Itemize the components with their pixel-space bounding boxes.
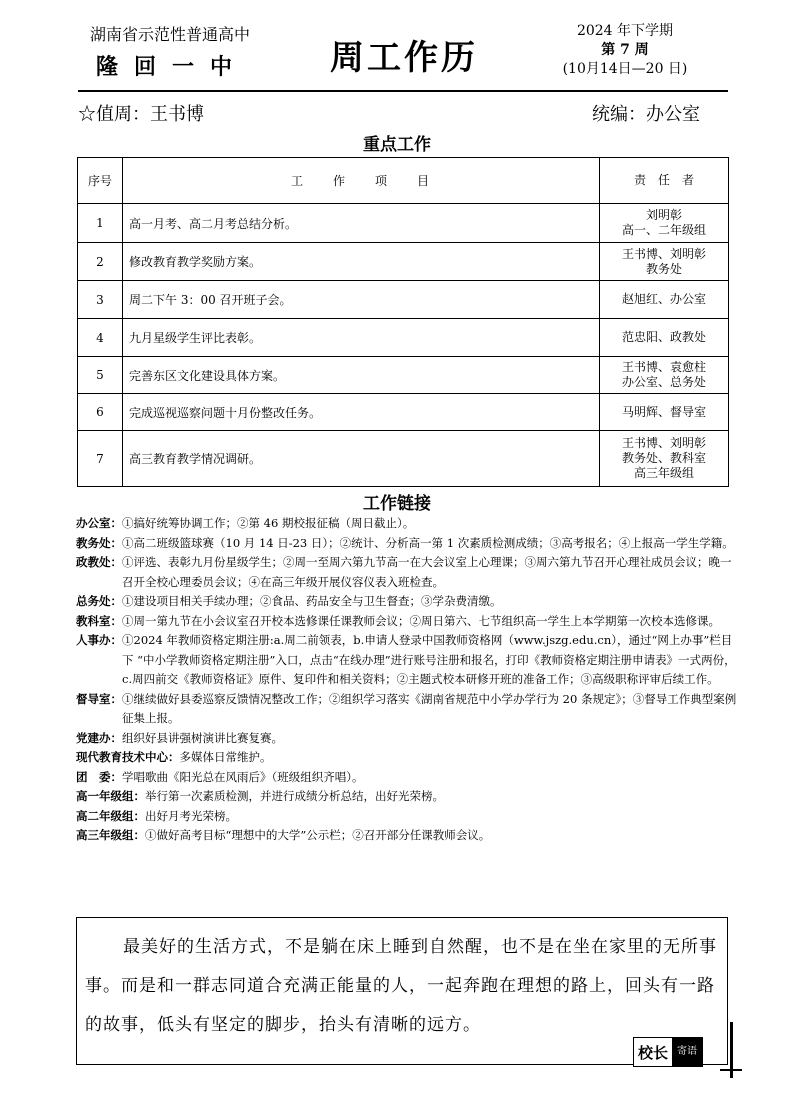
owner-line: 教务处、教科室 [621,451,706,465]
work-item: 完成巡视巡察问题十月份整改任务。 [123,394,600,431]
badge-label: 校长 [638,1043,669,1062]
link-dept: 高一年级组： [76,789,145,803]
link-dept: 现代教育技术中心： [76,750,180,764]
owner-line: 范忠阳、政教处 [621,330,706,344]
link-dept: 党建办： [76,730,122,745]
term-label: 2024 年下学期 [576,23,674,39]
link-item [76,690,740,729]
table-row [78,394,729,431]
link-dept: 办公室： [76,516,122,530]
link-item [76,826,740,846]
owner-line: 办公室、总务处 [621,375,706,389]
work-links-list [76,514,740,846]
link-text: ①高二班级篮球赛（10 月 14 日-23 日）；②统计、分析高一第 1 次素质检测成绩；③高考报名；④上报高一学生学籍。 [122,535,734,550]
link-item [76,748,740,768]
responsible-person [600,431,729,487]
school-name: 隆回一中 [96,55,249,80]
owner-line: 赵旭红、办公室 [621,292,706,306]
link-item [76,514,740,534]
work-item: 修改教育教学奖励方案。 [123,243,600,281]
principal-message: 最美好的生活方式，不是躺在床上睡到自然醒，也不是在坐在家里的无所事事。而是和一群志同道合充满正能量的人，一起奔跑在理想的路上，回头有一路的故事，低头有坚定的脚步，抬头有清晰的远方。 [85,937,717,1035]
link-dept: 教务处： [76,535,122,550]
row-number: 1 [78,204,123,243]
owner-line: 高三年级组 [633,466,694,480]
work-item: 完善东区文化建设具体方案。 [123,357,600,394]
owner-line: 王书博、袁愈柱 [621,360,706,374]
badge-tag: 寄语 [672,1038,702,1066]
link-dept: 教科室： [76,613,122,628]
editor-label: 统编：办公室 [592,104,700,125]
header-divider [78,90,728,92]
work-item: 高三教育教学情况调研。 [123,431,600,487]
owner-line: 马明辉、督导室 [621,404,706,419]
link-item [76,807,740,827]
link-text: ①继续做好县委巡察反馈情况整改工作；②组织学习落实《湖南省规范中小学办学行为 20 条规定》；③督导工作典型案例征集上报。 [122,691,737,725]
link-text: 组织好县讲强树演讲比赛复赛。 [122,730,283,745]
link-item [76,553,740,592]
work-item: 九月星级学生评比表彰。 [123,319,600,357]
school-designation: 湖南省示范性普通高中 [90,25,251,44]
responsible-person [600,243,729,281]
work-links-heading: 工作链接 [363,494,431,514]
link-item [76,729,740,749]
link-dept: 政教处： [76,555,122,569]
responsible-person [600,357,729,394]
owner-line: 王书博、刘明彰 [621,246,706,261]
work-item: 高一月考、高二月考总结分析。 [123,204,600,243]
link-dept: 人事办： [76,633,122,647]
link-text: 学唱歌曲《阳光总在风雨后》（班级组织齐唱）。 [122,769,364,784]
term-info [560,22,690,79]
responsible-person [600,204,729,243]
table-header-row [78,158,729,204]
owner-line: 刘明彰 [645,208,682,222]
owner-line: 王书博、刘明彰 [621,436,706,450]
row-number: 3 [78,281,123,319]
table-row [78,243,729,281]
link-dept: 高三年级组： [76,828,145,842]
corner-mark-horizontal [720,1069,742,1071]
table-row [78,357,729,394]
page-title: 周工作历 [330,38,478,78]
link-text: ①周一第九节在小会议室召开校本选修课任课教师会议；②周日第六、七节组织高一学生上本学期第一次校本选修课。 [122,613,720,628]
link-item [76,534,740,554]
link-text: 多媒体日常维护。 [179,750,272,764]
principal-message-box [76,917,728,1065]
row-number: 7 [78,431,123,487]
row-number: 6 [78,394,123,431]
link-text: ①建设项目相关手续办理；②食品、药品安全与卫生督查；③学杂费清缴。 [122,594,502,608]
duty-person: ☆值周：王书博 [78,104,204,125]
responsible-person [600,319,729,357]
link-text: 举行第一次素质检测，并进行成绩分析总结，出好光荣榜。 [145,789,444,803]
link-text: 出好月考光荣榜。 [145,808,237,823]
col-header-item: 工 作 项 目 [123,158,600,204]
table-row [78,204,729,243]
link-text: ①2024 年教师资格定期注册:a.周二前领表，b.申请人登录中国教师资格网（www.jszg.edu.cn），通过“网上办事”栏目下 “中小学教师资格定期注册”入口，点击“在线办理”进行账号注册和报名，打印《教师资格定期注册申请表》一式两份，c.周四前交《教师资格证》原件、复印件和相关资料；②主题式校本研修开班的准备工作；③高级职称评审后续工作。 [122,633,736,686]
col-header-owner: 责 任 者 [600,158,729,204]
link-item [76,612,740,632]
link-text: ①做好高考目标“理想中的大学”公示栏；②召开部分任课教师会议。 [145,828,491,842]
week-label: 第 7 周 [601,42,649,58]
key-work-table [77,157,729,487]
table-row [78,319,729,357]
link-item [76,592,740,612]
link-text: ①搞好统筹协调工作；②第 46 期校报征稿（周日截止）。 [122,516,415,530]
col-header-no: 序号 [78,158,123,204]
link-item [76,787,740,807]
link-item [76,631,740,690]
link-item [76,768,740,788]
link-dept: 督导室： [76,691,122,706]
work-item: 周二下午 3：00 召开班子会。 [123,281,600,319]
owner-line: 教务处 [645,261,682,276]
owner-line: 高一、二年级组 [621,223,706,237]
row-number: 4 [78,319,123,357]
key-work-heading: 重点工作 [363,135,431,155]
principal-badge [633,1037,703,1067]
row-number: 2 [78,243,123,281]
responsible-person [600,394,729,431]
table-row [78,431,729,487]
table-row [78,281,729,319]
responsible-person [600,281,729,319]
link-dept: 高二年级组： [76,808,145,823]
date-range: (10月14日—20 日) [562,61,688,77]
link-dept: 总务处： [76,594,122,608]
link-text: ①评选、表彰九月份星级学生；②周一至周六第九节高一在大会议室上心理课；③周六第九节召开心理社成员会议；晚一召开全校心理委员会议；④在高三年级开展仪容仪表入班检查。 [122,555,732,589]
link-dept: 团 委： [76,769,122,784]
row-number: 5 [78,357,123,394]
